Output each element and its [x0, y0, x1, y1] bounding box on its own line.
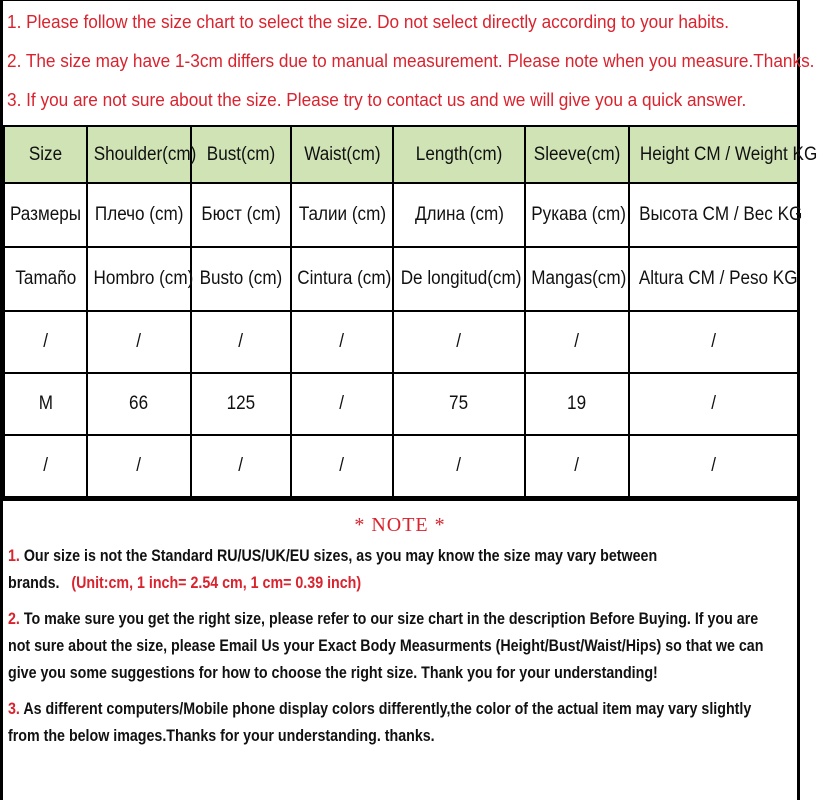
- header-cell: Sleeve(cm): [525, 126, 629, 183]
- header-cell: Bust(cm): [191, 126, 291, 183]
- note-title: * NOTE *: [354, 514, 446, 536]
- table-cell: 125: [191, 373, 291, 435]
- note-number: 3.: [8, 700, 20, 718]
- note-number: 2.: [8, 610, 20, 628]
- table-cell: 66: [87, 373, 191, 435]
- table-cell: Busto (cm): [191, 247, 291, 311]
- note-text: To make sure you get the right size, please refer to our size chart in the description Before Buying. If you are not sure about the size, please Email Us your Exact Body Measurments (Height/Bust/Waist/Hips) so that we can give you some suggestions for how to choose the right size. Thank you for your understanding!: [8, 610, 764, 682]
- table-cell: /: [629, 373, 798, 435]
- instruction-1: 1. Please follow the size chart to select the size. Do not select directly according to your habits.: [7, 11, 730, 32]
- table-cell: /: [525, 311, 629, 373]
- table-row-size-m: [4, 373, 798, 435]
- table-cell: /: [4, 435, 87, 497]
- table-row: [4, 435, 798, 497]
- header-cell: Height CM / Weight KG: [629, 126, 798, 183]
- table-cell: Талии (cm): [291, 183, 393, 247]
- table-cell: Cintura (cm): [291, 247, 393, 311]
- instructions: [3, 1, 815, 125]
- unit-note: (Unit:cm, 1 inch= 2.54 cm, 1 cm= 0.39 inch): [71, 574, 362, 592]
- table-cell: /: [629, 435, 798, 497]
- table-cell: Рукава (cm): [525, 183, 629, 247]
- table-cell: /: [191, 311, 291, 373]
- table-cell: Размеры: [4, 183, 87, 247]
- table-header-row: [4, 126, 798, 183]
- table-row-russian: [4, 183, 798, 247]
- table-cell: /: [629, 311, 798, 373]
- header-cell: Length(cm): [393, 126, 525, 183]
- header-cell: Shoulder(cm): [87, 126, 191, 183]
- table-cell: Mangas(cm): [525, 247, 629, 311]
- table-cell: Высота CM / Вес KG: [629, 183, 798, 247]
- instruction-2: 2. The size may have 1-3cm differs due to manual measurement. Please note when you measure.Thanks.: [7, 50, 815, 71]
- note-text: Our size is not the Standard RU/US/UK/EU sizes, as you may know the size may vary between brands.: [8, 547, 658, 592]
- table-row-spanish: [4, 247, 798, 311]
- note-text: As different computers/Mobile phone display colors differently,the color of the actual item may vary slightly from the below images.Thanks for your understanding. thanks.: [8, 700, 752, 745]
- table-cell: 75: [393, 373, 525, 435]
- table-cell: De longitud(cm): [393, 247, 525, 311]
- table-cell: /: [291, 373, 393, 435]
- table-cell: /: [87, 311, 191, 373]
- note-number: 1.: [8, 547, 20, 565]
- table-cell: /: [87, 435, 191, 497]
- table-cell: /: [291, 311, 393, 373]
- table-cell: /: [4, 311, 87, 373]
- table-cell: Бюст (cm): [191, 183, 291, 247]
- table-cell: Длина (cm): [393, 183, 525, 247]
- table-cell: Altura CM / Peso KG: [629, 247, 798, 311]
- note-1: [8, 543, 774, 597]
- instruction-3: 3. If you are not sure about the size. Please try to contact us and we will give you a quick answer.: [7, 89, 747, 110]
- table-cell: /: [291, 435, 393, 497]
- table-cell: /: [393, 311, 525, 373]
- table-cell: M: [4, 373, 87, 435]
- note-3: [8, 696, 774, 750]
- header-cell: Waist(cm): [291, 126, 393, 183]
- notes-section: [3, 498, 797, 798]
- table-cell: Tamaño: [4, 247, 87, 311]
- table-cell: Hombro (cm): [87, 247, 191, 311]
- table-cell: /: [191, 435, 291, 497]
- table-cell: /: [393, 435, 525, 497]
- header-cell: Size: [4, 126, 87, 183]
- table-cell: 19: [525, 373, 629, 435]
- note-2: [8, 606, 774, 687]
- size-table: [3, 125, 818, 498]
- table-cell: /: [525, 435, 629, 497]
- table-row: [4, 311, 798, 373]
- table-cell: Плечо (cm): [87, 183, 191, 247]
